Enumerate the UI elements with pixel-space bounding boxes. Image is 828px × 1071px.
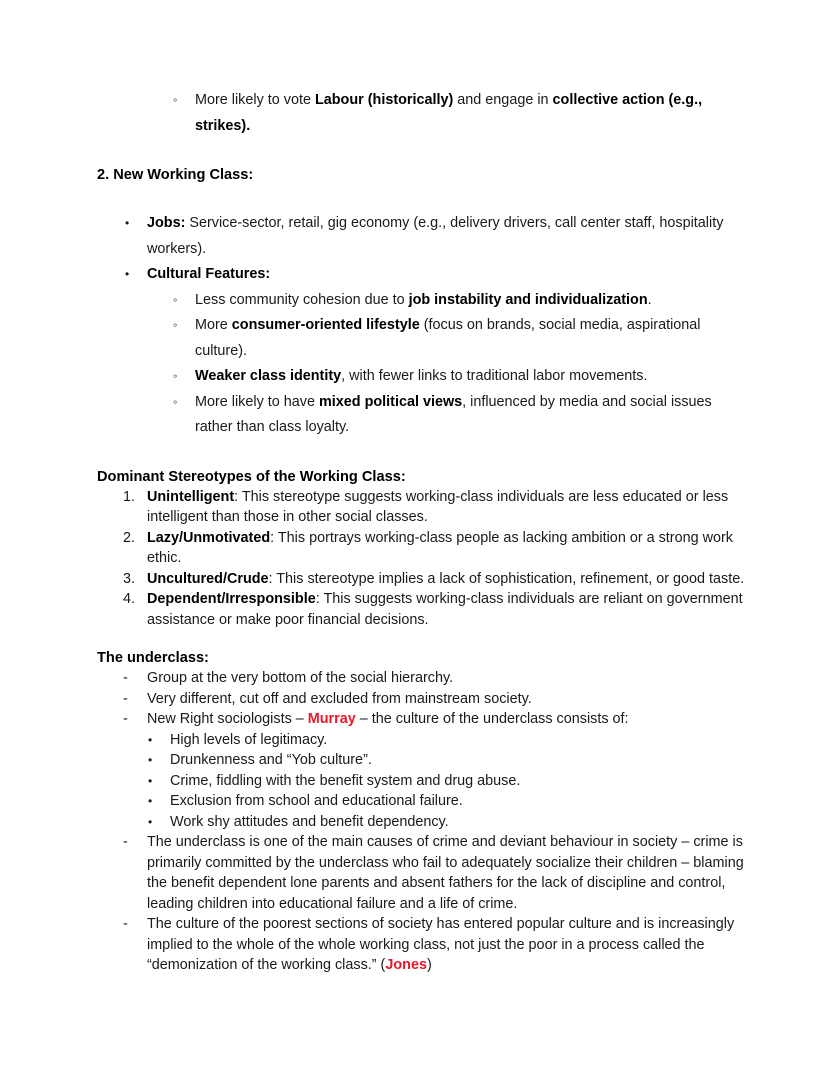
text-run: Service-sector, retail, gig economy (e.g., delivery drivers, call center staff, hospitality workers). bbox=[147, 215, 724, 257]
text-run-bold: consumer-oriented lifestyle bbox=[231, 317, 420, 333]
text-run-bold: Cultural Features: bbox=[147, 266, 271, 282]
text-run: : This stereotype implies a lack of sophistication, refinement, or good taste. bbox=[268, 570, 745, 587]
list-item-text: Very different, cut off and excluded from mainstream society. bbox=[147, 690, 532, 707]
citation-jones: Jones bbox=[385, 957, 427, 973]
list-item-text: Work shy attitudes and benefit dependency. bbox=[170, 813, 449, 830]
list-item-text bbox=[147, 211, 745, 262]
text-run-bold: Dependent/Irresponsible bbox=[147, 591, 316, 607]
underclass-list bbox=[97, 668, 745, 976]
list-item bbox=[97, 689, 745, 710]
text-run: New Right sociologists – bbox=[147, 711, 308, 727]
text-run-bold: Uncultured/Crude bbox=[147, 570, 269, 587]
list-item-text bbox=[147, 589, 745, 630]
bullet-icon: • bbox=[148, 773, 153, 788]
text-run-bold: Lazy/Unmotivated bbox=[147, 529, 271, 546]
text-run-bold: Weaker class identity bbox=[195, 368, 342, 384]
list-item bbox=[97, 791, 745, 812]
list-item-cultural-features bbox=[97, 262, 745, 288]
spacer bbox=[97, 630, 745, 648]
text-run-bold: collective action (e.g., strikes). bbox=[195, 92, 703, 134]
text-run: : This stereotype suggests working-class individuals are less educated or less intelligent than those in other social classes. bbox=[147, 488, 729, 525]
text-run: : This portrays working-class people as lacking ambition or a strong work ethic. bbox=[147, 529, 733, 566]
bullet-icon: • bbox=[125, 216, 130, 230]
list-item-text bbox=[147, 709, 745, 730]
text-run: – the culture of the underclass consists of: bbox=[355, 711, 629, 727]
circle-bullet-icon: ◦ bbox=[173, 394, 178, 409]
text-run: More likely to vote bbox=[195, 92, 315, 108]
list-item bbox=[97, 390, 745, 441]
list-item-murray bbox=[97, 709, 745, 730]
continued-list-fragment bbox=[97, 88, 745, 139]
list-item bbox=[97, 487, 745, 528]
list-item-text bbox=[195, 313, 745, 364]
list-item bbox=[97, 730, 745, 751]
bullet-icon: • bbox=[125, 267, 130, 281]
text-run: and engage in bbox=[453, 92, 553, 108]
document-body bbox=[97, 88, 745, 976]
list-item-text bbox=[195, 364, 745, 390]
list-number: 4. bbox=[123, 591, 136, 607]
circle-bullet-icon: ◦ bbox=[173, 318, 178, 332]
list-item-text bbox=[147, 262, 745, 288]
dash-bullet-icon: - bbox=[123, 834, 128, 850]
text-run-bold: job instability and individualization bbox=[408, 291, 648, 308]
text-run: Less community cohesion due to bbox=[195, 291, 409, 308]
spacer bbox=[97, 139, 745, 165]
spacer bbox=[97, 441, 745, 467]
list-item-text: High levels of legitimacy. bbox=[170, 731, 328, 748]
text-run-bold: Labour (historically) bbox=[314, 92, 454, 108]
bullet-icon: • bbox=[148, 753, 153, 767]
list-item bbox=[97, 771, 745, 792]
list-item bbox=[97, 812, 745, 833]
circle-bullet-icon: ◦ bbox=[173, 93, 178, 107]
bullet-icon: • bbox=[148, 814, 153, 829]
list-item bbox=[97, 668, 745, 689]
text-run: (focus on brands, social media, aspirational culture). bbox=[195, 317, 701, 359]
list-item-jobs bbox=[97, 211, 745, 262]
list-number: 2. bbox=[123, 529, 136, 546]
circle-bullet-icon: ◦ bbox=[173, 292, 178, 307]
text-run-bold: Jobs: bbox=[147, 215, 186, 231]
list-item-text: Drunkenness and “Yob culture”. bbox=[170, 752, 372, 768]
list-number: 1. bbox=[123, 488, 136, 505]
list-item bbox=[97, 528, 745, 569]
new-working-class-list bbox=[97, 211, 745, 441]
circle-bullet-icon: ◦ bbox=[173, 369, 178, 383]
list-item-text bbox=[147, 487, 745, 528]
list-item-text: Crime, fiddling with the benefit system and drug abuse. bbox=[170, 772, 521, 789]
list-item-text bbox=[147, 569, 745, 590]
list-item bbox=[97, 750, 745, 771]
dash-bullet-icon: - bbox=[123, 711, 128, 727]
heading-new-working-class: 2. New Working Class: bbox=[97, 167, 254, 183]
heading-dominant-stereotypes: Dominant Stereotypes of the Working Class: bbox=[97, 468, 406, 485]
dash-bullet-icon: - bbox=[123, 690, 128, 707]
list-item-text bbox=[195, 288, 745, 314]
list-item-text bbox=[147, 914, 745, 976]
list-item-text: Exclusion from school and educational failure. bbox=[170, 793, 463, 809]
text-run: . bbox=[647, 291, 652, 308]
text-run-bold: Unintelligent bbox=[147, 488, 235, 505]
list-item-text: The underclass is one of the main causes of crime and deviant behaviour in society – crime is primarily committed by the underclass who fail to adequately socialize their children – blaming the benefit dependent lone parents and absent fathers for the lack of discipline and control, leading children into educational failure and a life of crime. bbox=[147, 834, 744, 912]
text-run-bold: mixed political views bbox=[318, 393, 463, 410]
list-item bbox=[97, 589, 745, 630]
list-item bbox=[97, 313, 745, 364]
spacer bbox=[97, 185, 745, 211]
bullet-icon: • bbox=[148, 794, 153, 808]
list-item bbox=[97, 832, 745, 914]
text-run: More likely to have bbox=[195, 393, 319, 410]
text-run: , with fewer links to traditional labor movements. bbox=[341, 368, 648, 384]
text-run: More bbox=[195, 317, 232, 333]
list-item-text bbox=[147, 528, 745, 569]
list-item bbox=[97, 288, 745, 314]
heading-the-underclass: The underclass: bbox=[97, 650, 209, 666]
list-number: 3. bbox=[123, 570, 136, 587]
stereotypes-list bbox=[97, 487, 745, 631]
bullet-icon: • bbox=[148, 732, 153, 747]
text-run: : This suggests working-class individuals are reliant on government assistance or make poor financial decisions. bbox=[147, 591, 743, 628]
text-run: ) bbox=[426, 957, 432, 973]
citation-murray: Murray bbox=[307, 711, 356, 727]
list-item-text: Group at the very bottom of the social hierarchy. bbox=[147, 670, 454, 686]
list-item bbox=[97, 569, 745, 590]
list-item bbox=[97, 88, 745, 139]
list-item-jones bbox=[97, 914, 745, 976]
list-item bbox=[97, 364, 745, 390]
dash-bullet-icon: - bbox=[123, 916, 128, 932]
text-run: The culture of the poorest sections of society has entered popular culture and is increasingly implied to the whole of the whole working class, not just the poor in a process called the “demonization of the working class.” ( bbox=[147, 916, 735, 973]
list-item-text bbox=[195, 390, 745, 441]
list-item-text bbox=[195, 88, 745, 139]
text-run: , influenced by media and social issues rather than class loyalty. bbox=[195, 393, 712, 435]
dash-bullet-icon: - bbox=[123, 670, 128, 686]
